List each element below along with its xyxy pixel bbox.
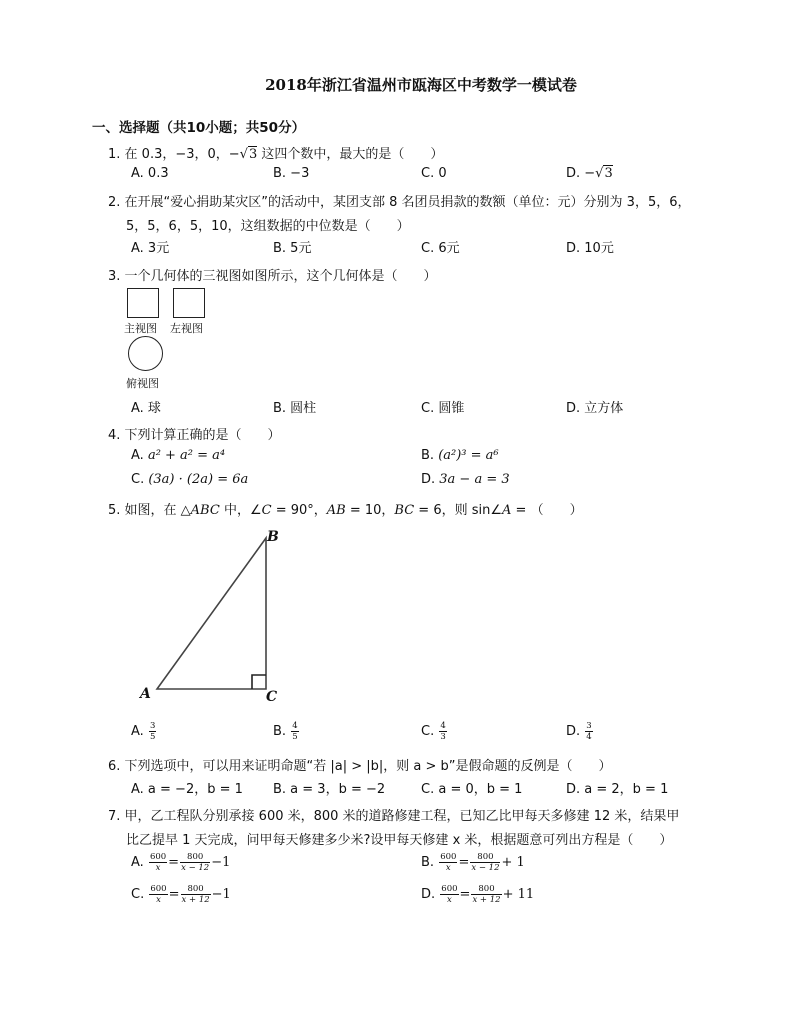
q7-option-a: A. $\frac{600}{x}$ = $\frac{800}{x - 12}$ −1 [131,852,231,873]
question-1-stem: 1. 在 0.3，−3，0，−√3 这四个数中，最大的是（ ） [108,147,444,162]
top-view-circle [128,336,163,371]
q1-option-b: B. −3 [273,166,310,181]
page-title: 2018年浙江省温州市瓯海区中考数学一模试卷 [265,76,577,94]
section-heading: 一、选择题（共10小题；共50分） [92,120,306,136]
q4-option-a: A. a² + a² = a⁴ [131,448,226,463]
q7-option-b: B. $\frac{600}{x}$ = $\frac{800}{x - 12}$ + 1 [421,852,525,873]
question-3-stem: 3. 一个几何体的三视图如图所示，这个几何体是（ ） [108,269,437,284]
vertex-c-label: C [266,689,278,705]
left-view-square [173,288,205,318]
front-view-label: 主视图 [124,322,157,335]
vertex-b-label: B [267,529,279,545]
q2-option-d: D. 10元 [566,241,614,256]
q4-option-d: D. 3a − a = 3 [421,472,510,487]
q5-option-c: C. $\frac{4}{3}$ [421,721,446,742]
q6-option-a: A. a = −2，b = 1 [131,782,243,797]
q7-option-c: C. $\frac{600}{x}$ = $\frac{800}{x + 12}$ −1 [131,884,231,905]
q1-option-a: A. 0.3 [131,166,169,181]
q4-option-c: C. (3a) · (2a) = 6a [131,472,249,487]
q7-option-d: D. $\frac{600}{x}$ = $\frac{800}{x + 12}$ + 11 [421,884,535,905]
q3-option-c: C. 圆锥 [421,401,465,416]
q1-option-d: D. −√3 [566,166,613,181]
triangle-figure [130,528,290,713]
q3-option-b: B. 圆柱 [273,401,317,416]
question-2-line-1: 2. 在开展“爱心捐助某灾区”的活动中，某团支部 8 名团员捐款的数额（单位：元）分别为 3，5，6， [108,195,691,210]
triangle-abc [157,538,266,689]
question-7-line-1: 7. 甲，乙工程队分别承接 600 米，800 米的道路修建工程，已知乙比甲每天多修建 12 米，结果甲 [108,809,680,824]
question-2-line-2: 5，5，6，5，10，这组数据的中位数是（ ） [126,219,410,234]
left-view-label: 左视图 [170,322,203,335]
q2-option-a: A. 3元 [131,241,170,256]
question-6-stem: 6. 下列选项中，可以用来证明命题“若 |a| > |b|，则 a > b”是假命题的反例是（ ） [108,759,612,774]
right-angle-mark [252,675,266,689]
q1-option-c: C. 0 [421,166,447,181]
q6-option-c: C. a = 0，b = 1 [421,782,523,797]
q5-option-d: D. $\frac{3}{4}$ [566,721,592,742]
q3-option-a: A. 球 [131,401,161,416]
q6-option-d: D. a = 2，b = 1 [566,782,669,797]
q6-option-b: B. a = 3，b = −2 [273,782,386,797]
question-5-stem: 5. 如图，在 △ABC 中，∠C = 90°，AB = 10，BC = 6，则 sin∠A = （ ） [108,503,583,518]
q4-option-b: B. (a²)³ = a⁶ [421,448,499,463]
question-7-line-2: 比乙提早 1 天完成，问甲每天修建多少米?设甲每天修建 x 米，根据题意可列出方程是（ ） [126,833,673,848]
q3-option-d: D. 立方体 [566,401,624,416]
q5-option-a: A. $\frac{3}{5}$ [131,721,156,742]
top-view-label: 俯视图 [126,377,159,390]
front-view-square [127,288,159,318]
q5-option-b: B. $\frac{4}{5}$ [273,721,298,742]
q2-option-c: C. 6元 [421,241,460,256]
question-4-stem: 4. 下列计算正确的是（ ） [108,428,281,443]
vertex-a-label: A [140,686,151,702]
sqrt-symbol: √3 [239,147,258,162]
q2-option-b: B. 5元 [273,241,312,256]
